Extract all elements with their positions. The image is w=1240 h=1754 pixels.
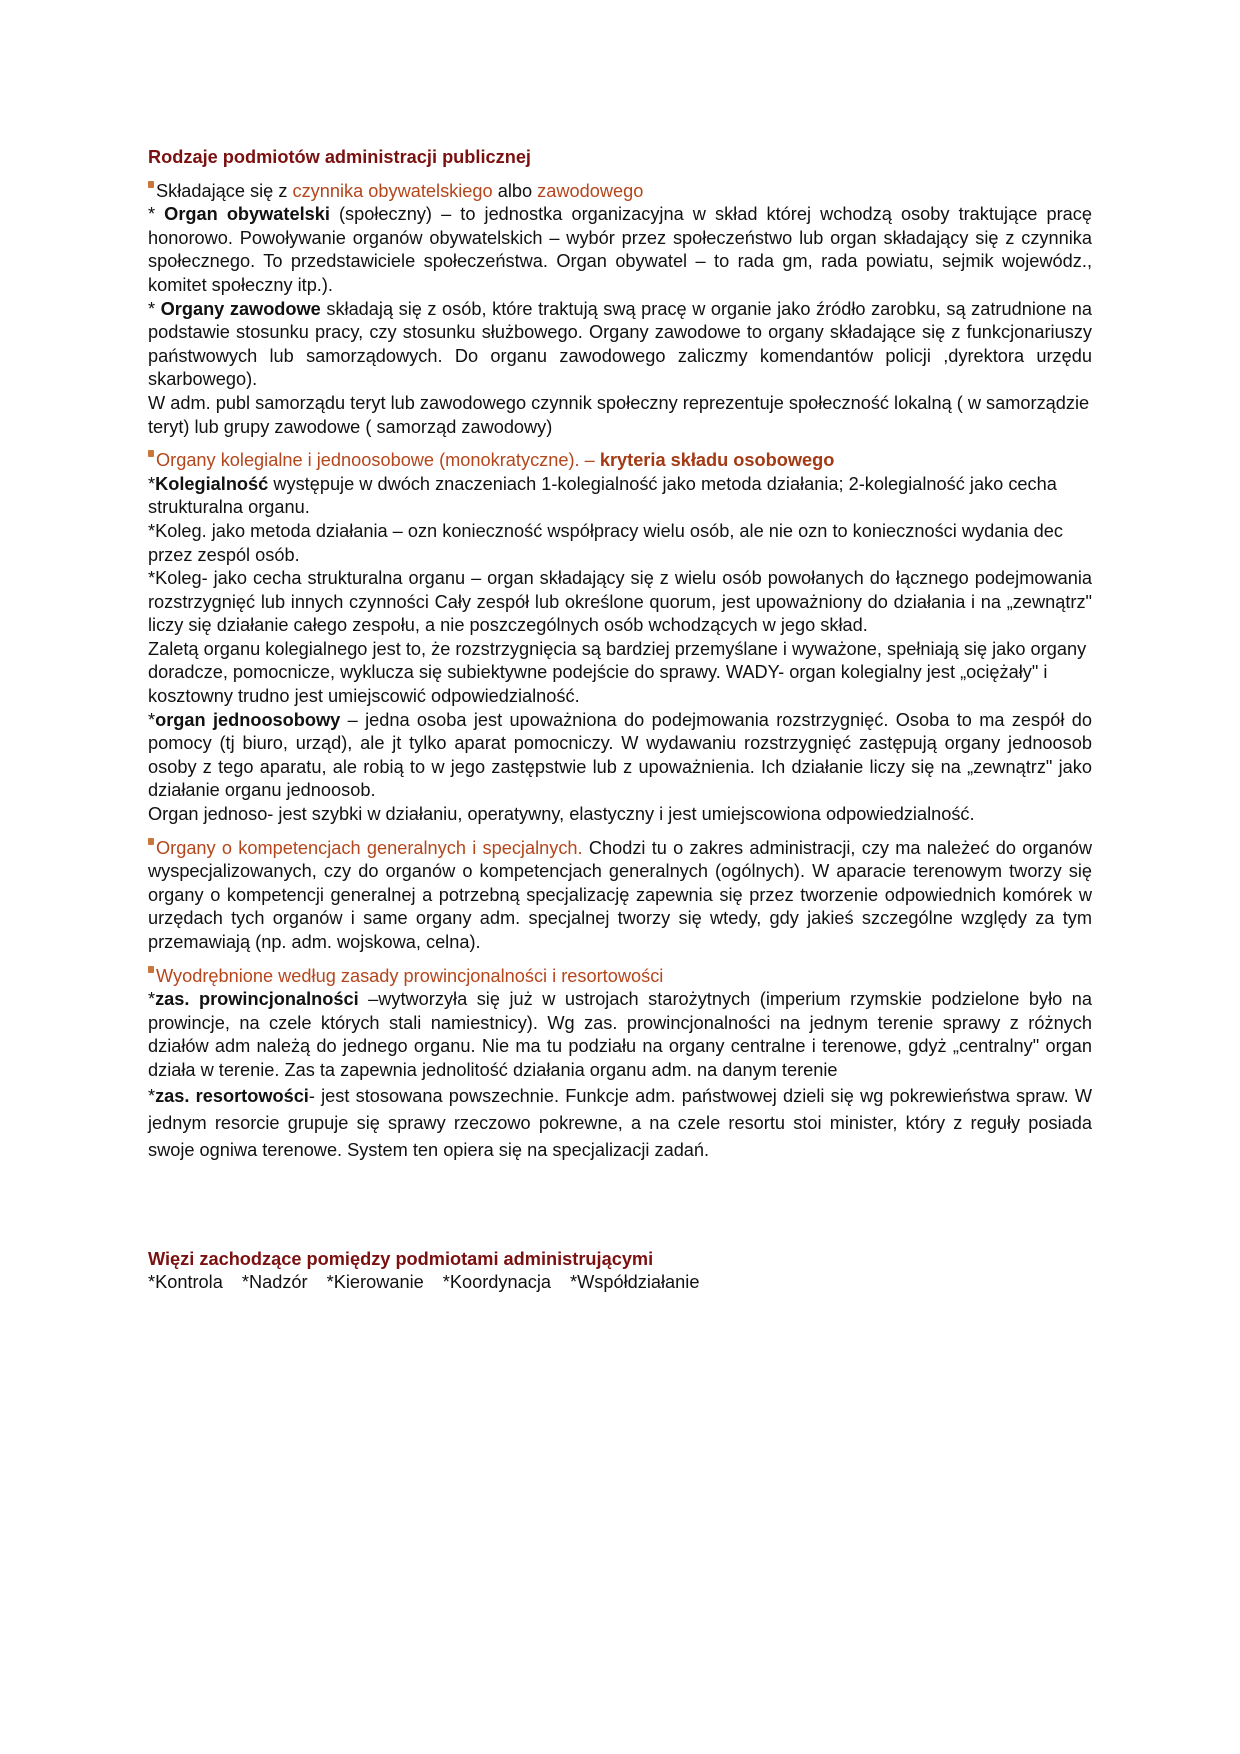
relation-item: *Nadzór (241, 1272, 308, 1293)
relation-item: *Kontrola (148, 1272, 223, 1293)
paragraph-samorzad: W adm. publ samorządu teryt lub zawodowego czynnik społeczny reprezentuje społeczność lokalną ( w samorządzie teryt) lub grupy zawodowe ( samorząd zawodowy) (148, 392, 1090, 437)
bullet-icon (148, 838, 154, 845)
relation-item: *Współdziałanie (570, 1272, 700, 1293)
section-heading: Składające się z czynnika obywatelskiego albo zawodowego (148, 180, 1092, 204)
term: organ jednoosobowy (155, 709, 341, 730)
term: Organ obywatelski (164, 204, 330, 225)
section-relations (148, 1248, 1092, 1295)
paragraph-koleg-cecha: *Koleg- jako cecha strukturalna organu – organ składający się z wielu osób powołanych do łącznego podejmowania rozstrzygnięć lub innych czynności Cały zespół lub określone quorum, jest upoważniony do działania i na „zewnątrz" liczy się działanie całego zespołu, a nie poszczególnych osób wchodzących w jego skład. (148, 568, 1092, 636)
section-heading: Wyodrębnione według zasady prowincjonalności i resortowości (148, 965, 1092, 989)
bullet-icon (148, 181, 154, 188)
section-civic-professional (148, 180, 1092, 440)
paragraph-zaleta: Zaletą organu kolegialnego jest to, że rozstrzygnięcia są bardziej przemyślane i wyważone, spełniają się jako organy doradcze, pomocnicze, wyklucza się subiektywne podejście do sprawy. WADY- organ kolegialny jest „ociężały" i kosztowny trudno jest umiejscowić odpowiedzialność. (148, 638, 1087, 707)
relation-item: *Kierowanie (326, 1272, 424, 1293)
relations-title: Więzi zachodzące pomiędzy podmiotami administrującymi (148, 1248, 654, 1269)
section-general-special (148, 837, 1092, 955)
relations-list (148, 1271, 1092, 1295)
document-title: Rodzaje podmiotów administracji publicznej (148, 147, 531, 167)
spacer (148, 1174, 1092, 1248)
paragraph-organ-obywatelski: * Organ obywatelski (społeczny) – to jednostka organizacyjna w skład której wchodzą osoby traktujące pracę honorowo. Powoływanie organów obywatelskich – wybór przez społeczeństwo lub organ składający się z czynnika społecznego. To przedstawiciele społeczeństwa. Organ obywatel – to rada gm, rada powiatu, sejmik wojewódz., komitet społeczny itp.). (148, 204, 1093, 295)
document-page (148, 146, 1092, 1305)
paragraph-resortowosc: *zas. resortowości- jest stosowana powszechnie. Funkcje adm. państwowej dzieli się wg pokrewieństwa spraw. W jednym resorcie grupuje się sprawy rzeczowo pokrewne, a na czele resortu stoi minister, który z reguły posiada swoje ogniwa terenowe. System ten opiera się na specjalizacji zadań. (148, 1085, 1093, 1160)
term: zas. prowincjonalności (155, 989, 359, 1010)
section-heading: Organy kolegialne i jednoosobowe (monokratyczne). – kryteria składu osobowego (148, 449, 1092, 473)
paragraph-organ-jednoso: Organ jednoso- jest szybki w działaniu, operatywny, elastyczny i jest umiejscowiona odpowiedzialność. (148, 804, 975, 825)
bullet-icon (148, 966, 154, 973)
term: Organy zawodowe (160, 298, 321, 319)
paragraph-prowincjonalnosc: *zas. prowincjonalności –wytworzyła się już w ustrojach starożytnych (imperium rzymskie podzielone było na prowincje, na czele których stali namiestnicy). Wg zas. prowincjonalności na jednym terenie sprawy z różnych działów adm należą do jednego organu. Nie ma tu podziału na organy centralne i terenowe, gdyż „centralny" organ działa w terenie. Zas ta zapewnia jednolitość działania organu adm. na danym terenie (148, 989, 1092, 1080)
term: zas. resortowości (155, 1085, 309, 1106)
section-provincial-departmental (148, 965, 1092, 1164)
paragraph-organy-zawodowe: * Organy zawodowe składają się z osób, które traktują swą pracę w organie jako źródło zarobku, są zatrudnione na podstawie stosunku pracy, czy stosunku służbowego. Organy zawodowe to organy składające się z funkcjonariuszy państwowych lub samorządowych. Do organu zawodowego zaliczmy komendantów policji ,dyrektora urzędu skarbowego). (148, 298, 1092, 390)
bullet-icon (148, 450, 154, 457)
relation-item: *Koordynacja (442, 1272, 551, 1293)
section-heading: Organy o kompetencjach generalnych i specjalnych. Chodzi tu o zakres administracji, czy ma należeć do organów wyspecjalizowanych, czy do organów o kompetencjach generalnych (ogólnych). W aparacie terenowym tworzy się organy o kompetencji generalnej a potrzebną specjalizację zapewnia się przez tworzenie odpowiednich komórek w urzędach tych organów i same organy adm. specjalnej tworzy się wtedy, gdy jakieś szczególne względy za tym przemawiają (np. adm. wojskowa, celna). (148, 837, 1092, 952)
paragraph-organ-jednoosobowy: *organ jednoosobowy – jedna osoba jest upoważniona do podejmowania rozstrzygnięć. Osoba to ma zespół do pomocy (tj biuro, urząd), ale jt tylko aparat pomocniczy. W wydawaniu rozstrzygnięć zastępują organy jednoosob osoby z tego aparatu, ale robią to w jego zastępstwie lub z upoważnienia. Ich działanie liczy się na „zewnątrz" jako działanie organu jednoosob. (148, 709, 1092, 801)
section-collegial-monocratic (148, 449, 1092, 827)
paragraph-kolegialnosc: *Kolegialność występuje w dwóch znaczeniach 1-kolegialność jako metoda działania; 2-kolegialność jako cecha strukturalna organu. (148, 473, 1057, 518)
term: Kolegialność (155, 473, 269, 494)
paragraph-koleg-metoda: *Koleg. jako metoda działania – ozn konieczność współpracy wielu osób, ale nie ozn to konieczności wydania dec przez zespól osób. (148, 520, 1063, 565)
